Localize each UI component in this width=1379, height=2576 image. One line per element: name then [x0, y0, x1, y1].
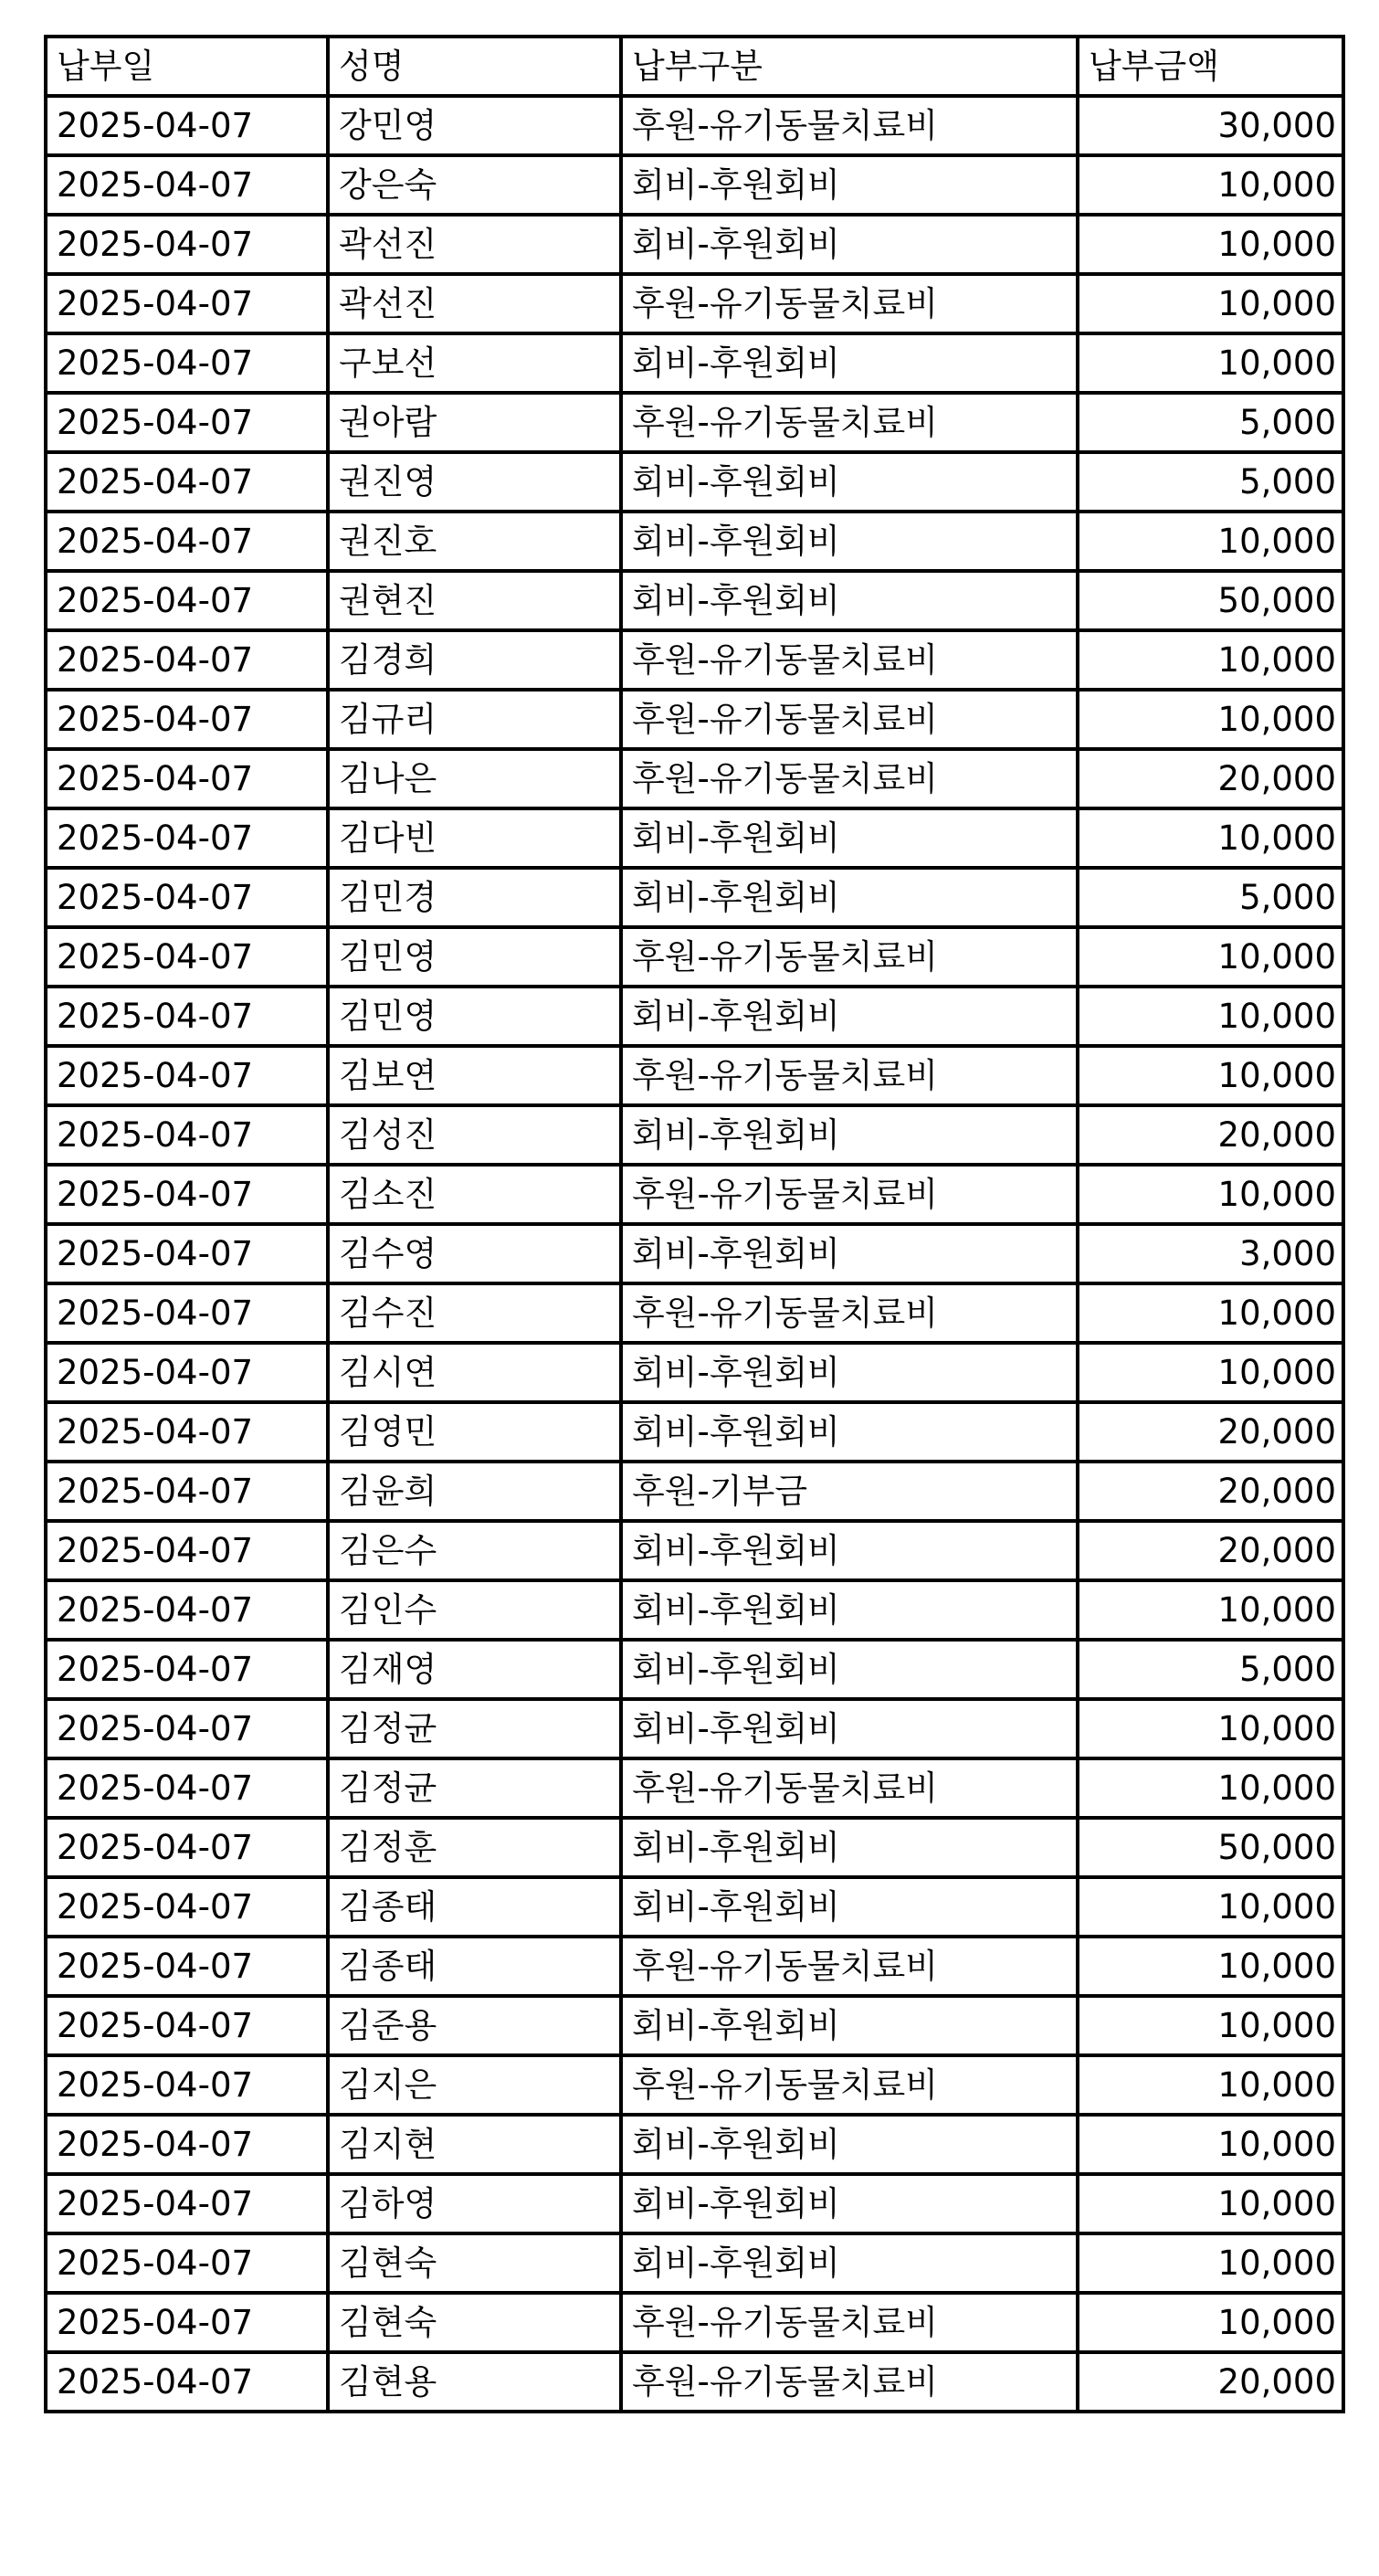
table-row	[46, 215, 1343, 274]
cell-payment-amount: 10,000	[1078, 1758, 1343, 1818]
cell-name: 김규리	[328, 690, 621, 749]
cell-name: 김재영	[328, 1640, 621, 1699]
cell-name: 김인수	[328, 1580, 621, 1640]
cell-payment-date: 2025-04-07	[46, 2055, 328, 2115]
table-row	[46, 512, 1343, 571]
cell-name: 김보연	[328, 1046, 621, 1105]
cell-payment-type: 회비-후원회비	[621, 987, 1078, 1046]
cell-payment-type: 회비-후원회비	[621, 1521, 1078, 1580]
cell-payment-type: 후원-유기동물치료비	[621, 749, 1078, 808]
cell-payment-type: 회비-후원회비	[621, 2233, 1078, 2293]
cell-payment-type: 회비-후원회비	[621, 1105, 1078, 1165]
cell-payment-amount: 10,000	[1078, 2115, 1343, 2174]
cell-payment-type: 후원-유기동물치료비	[621, 96, 1078, 155]
cell-payment-type: 후원-유기동물치료비	[621, 927, 1078, 987]
cell-name: 김종태	[328, 1937, 621, 1996]
cell-payment-amount: 10,000	[1078, 630, 1343, 690]
cell-payment-amount: 5,000	[1078, 452, 1343, 512]
cell-payment-type: 회비-후원회비	[621, 1580, 1078, 1640]
table-row	[46, 1996, 1343, 2055]
cell-payment-type: 회비-후원회비	[621, 808, 1078, 868]
cell-payment-date: 2025-04-07	[46, 630, 328, 690]
cell-payment-amount: 10,000	[1078, 274, 1343, 333]
cell-payment-date: 2025-04-07	[46, 2233, 328, 2293]
cell-payment-date: 2025-04-07	[46, 927, 328, 987]
cell-name: 김정균	[328, 1699, 621, 1758]
cell-payment-type: 후원-유기동물치료비	[621, 630, 1078, 690]
cell-name: 김은수	[328, 1521, 621, 1580]
table-row	[46, 96, 1343, 155]
cell-payment-amount: 20,000	[1078, 2352, 1343, 2412]
table-row	[46, 274, 1343, 333]
cell-payment-amount: 10,000	[1078, 987, 1343, 1046]
table-row	[46, 1105, 1343, 1165]
cell-payment-date: 2025-04-07	[46, 1818, 328, 1877]
cell-payment-date: 2025-04-07	[46, 749, 328, 808]
cell-payment-type: 회비-후원회비	[621, 1996, 1078, 2055]
cell-payment-date: 2025-04-07	[46, 1521, 328, 1580]
table-row	[46, 2293, 1343, 2352]
cell-payment-amount: 10,000	[1078, 2233, 1343, 2293]
cell-payment-amount: 10,000	[1078, 155, 1343, 215]
cell-name: 김현용	[328, 2352, 621, 2412]
cell-payment-date: 2025-04-07	[46, 2293, 328, 2352]
cell-name: 김현숙	[328, 2233, 621, 2293]
cell-payment-date: 2025-04-07	[46, 1402, 328, 1462]
cell-payment-date: 2025-04-07	[46, 1580, 328, 1640]
cell-payment-date: 2025-04-07	[46, 2174, 328, 2233]
cell-payment-type: 회비-후원회비	[621, 1402, 1078, 1462]
cell-name: 김윤희	[328, 1462, 621, 1521]
cell-payment-amount: 10,000	[1078, 927, 1343, 987]
cell-payment-type: 후원-유기동물치료비	[621, 2293, 1078, 2352]
cell-name: 김민영	[328, 927, 621, 987]
table-body	[46, 96, 1343, 2412]
cell-name: 김정균	[328, 1758, 621, 1818]
cell-payment-type: 후원-유기동물치료비	[621, 274, 1078, 333]
cell-payment-amount: 30,000	[1078, 96, 1343, 155]
cell-payment-amount: 50,000	[1078, 1818, 1343, 1877]
payment-table	[44, 35, 1345, 2413]
table-row	[46, 2174, 1343, 2233]
cell-payment-type: 후원-유기동물치료비	[621, 1165, 1078, 1224]
cell-payment-amount: 10,000	[1078, 2293, 1343, 2352]
cell-payment-type: 회비-후원회비	[621, 1343, 1078, 1402]
cell-payment-amount: 20,000	[1078, 1402, 1343, 1462]
cell-name: 김시연	[328, 1343, 621, 1402]
cell-name: 권진호	[328, 512, 621, 571]
table-row	[46, 2115, 1343, 2174]
cell-name: 강민영	[328, 96, 621, 155]
cell-payment-date: 2025-04-07	[46, 96, 328, 155]
cell-payment-type: 회비-후원회비	[621, 1699, 1078, 1758]
cell-payment-date: 2025-04-07	[46, 393, 328, 452]
cell-payment-date: 2025-04-07	[46, 1937, 328, 1996]
cell-name: 곽선진	[328, 215, 621, 274]
cell-payment-amount: 10,000	[1078, 1165, 1343, 1224]
cell-name: 곽선진	[328, 274, 621, 333]
table-row	[46, 1283, 1343, 1343]
table-row	[46, 868, 1343, 927]
cell-payment-amount: 10,000	[1078, 690, 1343, 749]
cell-payment-amount: 10,000	[1078, 1046, 1343, 1105]
cell-payment-amount: 10,000	[1078, 1580, 1343, 1640]
cell-name: 김하영	[328, 2174, 621, 2233]
cell-payment-type: 회비-후원회비	[621, 868, 1078, 927]
table-header	[46, 37, 1343, 96]
cell-payment-date: 2025-04-07	[46, 690, 328, 749]
cell-payment-type: 회비-후원회비	[621, 2174, 1078, 2233]
table-row	[46, 333, 1343, 393]
table-row	[46, 1699, 1343, 1758]
cell-payment-amount: 10,000	[1078, 2174, 1343, 2233]
cell-payment-amount: 10,000	[1078, 215, 1343, 274]
cell-payment-amount: 20,000	[1078, 1521, 1343, 1580]
cell-payment-type: 회비-후원회비	[621, 155, 1078, 215]
cell-payment-type: 회비-후원회비	[621, 452, 1078, 512]
table-row	[46, 393, 1343, 452]
cell-payment-date: 2025-04-07	[46, 333, 328, 393]
cell-payment-type: 회비-후원회비	[621, 1818, 1078, 1877]
cell-payment-date: 2025-04-07	[46, 2115, 328, 2174]
cell-name: 김소진	[328, 1165, 621, 1224]
cell-payment-type: 회비-후원회비	[621, 2115, 1078, 2174]
cell-payment-date: 2025-04-07	[46, 512, 328, 571]
cell-payment-amount: 50,000	[1078, 571, 1343, 630]
table-row	[46, 1402, 1343, 1462]
cell-payment-amount: 10,000	[1078, 1343, 1343, 1402]
cell-payment-type: 회비-후원회비	[621, 1877, 1078, 1937]
table-row	[46, 2352, 1343, 2412]
table-row	[46, 630, 1343, 690]
table-row	[46, 2233, 1343, 2293]
cell-payment-date: 2025-04-07	[46, 2352, 328, 2412]
cell-payment-amount: 5,000	[1078, 1640, 1343, 1699]
cell-payment-date: 2025-04-07	[46, 452, 328, 512]
cell-payment-amount: 10,000	[1078, 1877, 1343, 1937]
cell-payment-date: 2025-04-07	[46, 1224, 328, 1283]
cell-name: 권아람	[328, 393, 621, 452]
cell-payment-date: 2025-04-07	[46, 1046, 328, 1105]
cell-name: 김다빈	[328, 808, 621, 868]
header-row	[46, 37, 1343, 96]
cell-payment-date: 2025-04-07	[46, 1283, 328, 1343]
table-row	[46, 749, 1343, 808]
cell-payment-amount: 10,000	[1078, 1699, 1343, 1758]
cell-payment-amount: 5,000	[1078, 393, 1343, 452]
cell-payment-date: 2025-04-07	[46, 1462, 328, 1521]
table-row	[46, 1224, 1343, 1283]
cell-name: 김준용	[328, 1996, 621, 2055]
cell-name: 김민경	[328, 868, 621, 927]
cell-payment-date: 2025-04-07	[46, 1758, 328, 1818]
table-row	[46, 571, 1343, 630]
table-row	[46, 1937, 1343, 1996]
header-payment-type: 납부구분	[621, 37, 1078, 96]
cell-payment-type: 후원-기부금	[621, 1462, 1078, 1521]
cell-payment-type: 회비-후원회비	[621, 215, 1078, 274]
cell-payment-type: 후원-유기동물치료비	[621, 2055, 1078, 2115]
cell-payment-date: 2025-04-07	[46, 1996, 328, 2055]
cell-payment-date: 2025-04-07	[46, 215, 328, 274]
cell-payment-amount: 10,000	[1078, 1283, 1343, 1343]
cell-name: 김현숙	[328, 2293, 621, 2352]
cell-name: 김수진	[328, 1283, 621, 1343]
table-row	[46, 927, 1343, 987]
cell-payment-type: 후원-유기동물치료비	[621, 393, 1078, 452]
cell-payment-amount: 10,000	[1078, 1937, 1343, 1996]
cell-payment-date: 2025-04-07	[46, 571, 328, 630]
cell-payment-type: 회비-후원회비	[621, 1640, 1078, 1699]
cell-payment-type: 후원-유기동물치료비	[621, 2352, 1078, 2412]
table-row	[46, 1046, 1343, 1105]
cell-payment-amount: 10,000	[1078, 512, 1343, 571]
cell-name: 김성진	[328, 1105, 621, 1165]
cell-payment-type: 후원-유기동물치료비	[621, 1758, 1078, 1818]
cell-name: 김경희	[328, 630, 621, 690]
table-row	[46, 1640, 1343, 1699]
cell-name: 김수영	[328, 1224, 621, 1283]
table-row	[46, 1818, 1343, 1877]
cell-payment-date: 2025-04-07	[46, 868, 328, 927]
cell-payment-date: 2025-04-07	[46, 1105, 328, 1165]
table-row	[46, 1758, 1343, 1818]
table-row	[46, 987, 1343, 1046]
table-row	[46, 2055, 1343, 2115]
cell-payment-type: 후원-유기동물치료비	[621, 1283, 1078, 1343]
cell-name: 김민영	[328, 987, 621, 1046]
cell-payment-date: 2025-04-07	[46, 1877, 328, 1937]
header-name: 성명	[328, 37, 621, 96]
header-payment-date: 납부일	[46, 37, 328, 96]
cell-name: 권현진	[328, 571, 621, 630]
cell-payment-date: 2025-04-07	[46, 1699, 328, 1758]
cell-payment-type: 회비-후원회비	[621, 1224, 1078, 1283]
table-row	[46, 808, 1343, 868]
cell-name: 구보선	[328, 333, 621, 393]
table-row	[46, 1580, 1343, 1640]
cell-name: 김정훈	[328, 1818, 621, 1877]
cell-payment-date: 2025-04-07	[46, 155, 328, 215]
table-row	[46, 1165, 1343, 1224]
cell-payment-amount: 10,000	[1078, 808, 1343, 868]
cell-payment-type: 후원-유기동물치료비	[621, 1046, 1078, 1105]
table-row	[46, 1877, 1343, 1937]
cell-payment-type: 회비-후원회비	[621, 512, 1078, 571]
cell-payment-date: 2025-04-07	[46, 274, 328, 333]
cell-payment-amount: 20,000	[1078, 1462, 1343, 1521]
table-row	[46, 690, 1343, 749]
table-row	[46, 1343, 1343, 1402]
cell-payment-type: 후원-유기동물치료비	[621, 690, 1078, 749]
cell-payment-amount: 20,000	[1078, 749, 1343, 808]
table-row	[46, 1462, 1343, 1521]
cell-payment-amount: 20,000	[1078, 1105, 1343, 1165]
cell-payment-amount: 10,000	[1078, 2055, 1343, 2115]
cell-payment-date: 2025-04-07	[46, 1640, 328, 1699]
cell-payment-type: 후원-유기동물치료비	[621, 1937, 1078, 1996]
cell-payment-date: 2025-04-07	[46, 1165, 328, 1224]
cell-payment-amount: 10,000	[1078, 1996, 1343, 2055]
table-row	[46, 155, 1343, 215]
cell-payment-amount: 10,000	[1078, 333, 1343, 393]
cell-name: 강은숙	[328, 155, 621, 215]
cell-payment-amount: 3,000	[1078, 1224, 1343, 1283]
cell-payment-amount: 5,000	[1078, 868, 1343, 927]
table-row	[46, 452, 1343, 512]
cell-name: 권진영	[328, 452, 621, 512]
cell-name: 김나은	[328, 749, 621, 808]
cell-payment-date: 2025-04-07	[46, 987, 328, 1046]
header-payment-amount: 납부금액	[1078, 37, 1343, 96]
cell-payment-date: 2025-04-07	[46, 1343, 328, 1402]
cell-payment-type: 회비-후원회비	[621, 571, 1078, 630]
cell-name: 김지현	[328, 2115, 621, 2174]
cell-payment-type: 회비-후원회비	[621, 333, 1078, 393]
cell-name: 김종태	[328, 1877, 621, 1937]
table-row	[46, 1521, 1343, 1580]
cell-name: 김영민	[328, 1402, 621, 1462]
cell-name: 김지은	[328, 2055, 621, 2115]
cell-payment-date: 2025-04-07	[46, 808, 328, 868]
